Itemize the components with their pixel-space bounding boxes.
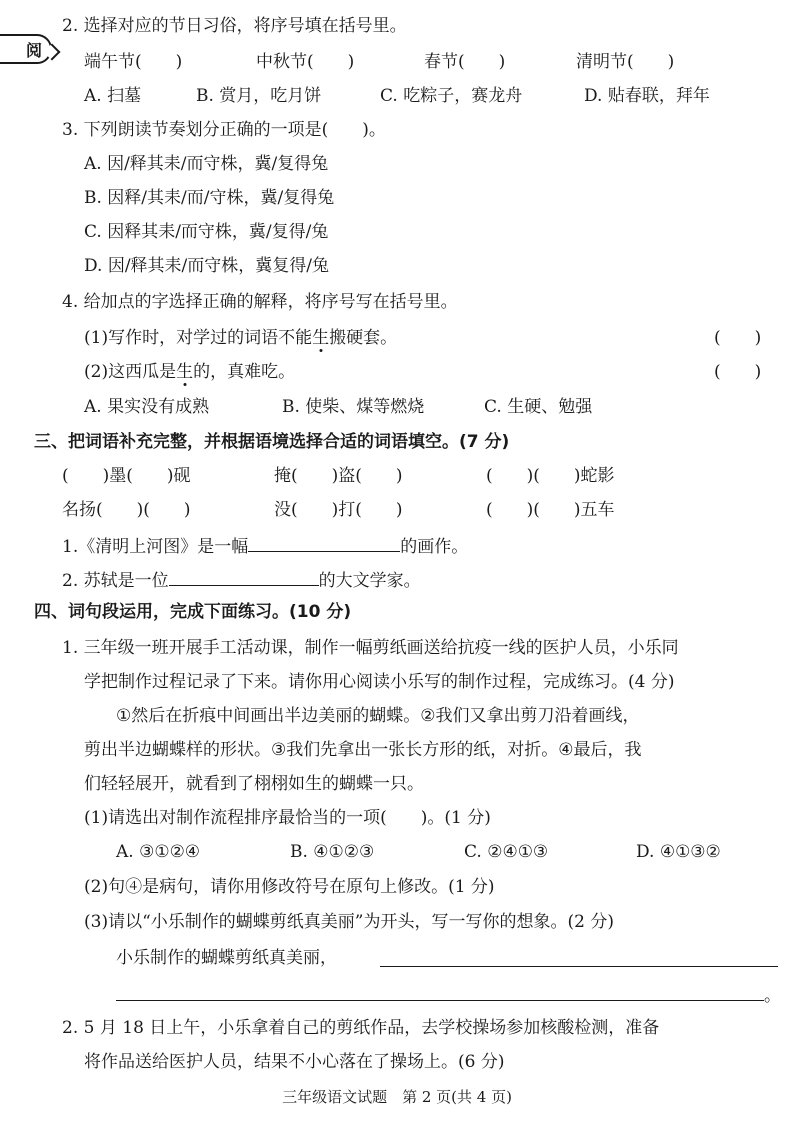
answer-line-1[interactable] xyxy=(380,966,778,967)
sub1-option-b: B. ④①②③ xyxy=(290,842,375,862)
idiom-2[interactable]: 掩( )盗( ) xyxy=(274,466,403,486)
idiom-6[interactable]: ( )( )五车 xyxy=(486,500,615,520)
sub-question-3: (3)请以“小乐制作的蝴蝶剪纸真美丽”为开头，写一写你的想象。(2 分) xyxy=(84,912,614,932)
festival-1: 端午节( ) xyxy=(84,52,183,72)
idiom-5[interactable]: 没( )打( ) xyxy=(274,500,403,520)
answer-line-2[interactable] xyxy=(116,1000,764,1001)
story-line-3: 们轻轻展开，就看到了栩栩如生的蝴蝶一只。 xyxy=(84,774,424,794)
page-footer: 三年级语文试题 第 2 页(共 4 页) xyxy=(282,1088,512,1106)
sub1-option-c: C. ②④①③ xyxy=(464,842,549,862)
sub1-option-a: A. ③①②④ xyxy=(116,842,201,862)
idiom-1[interactable]: ( )墨( )砚 xyxy=(62,466,191,486)
sec4-q1-line2: 学把制作过程记录了下来。请你用心阅读小乐写的制作过程，完成练习。(4 分) xyxy=(84,672,675,692)
sec3-fill-2 xyxy=(62,567,421,593)
story-line-1: ①然后在折痕中间画出半边美丽的蝴蝶。②我们又拿出剪刀沿着画线， xyxy=(116,706,640,726)
section-4-title: 四、词句段运用，完成下面练习。(10 分) xyxy=(34,602,352,622)
sec4-q2-line2: 将作品送给医护人员，结果不小心落在了操场上。(6 分) xyxy=(84,1052,505,1072)
sec3-fill-2-blank[interactable] xyxy=(169,567,319,586)
q4-sentence-1 xyxy=(84,326,397,350)
sec3-fill-2-post: 的大文学家。 xyxy=(318,571,421,591)
section-3-title: 三、把词语补充完整，并根据语境选择合适的词语填空。(7 分) xyxy=(34,432,510,452)
sub3-start-text: 小乐制作的蝴蝶剪纸真美丽， xyxy=(116,948,337,968)
q4-title: 4. 给加点的字选择正确的解释，将序号写在括号里。 xyxy=(62,292,458,312)
q2-option-a: A. 扫墓 xyxy=(84,86,142,106)
idiom-3[interactable]: ( )( )蛇影 xyxy=(486,466,615,486)
sec3-fill-1-pre: 1.《清明上河图》是一幅 xyxy=(62,537,249,557)
q4-sentence-2 xyxy=(84,360,295,384)
sub-question-1: (1)请选出对制作流程排序最恰当的一项( )。(1 分) xyxy=(84,808,491,828)
q3-option-c: C. 因释其耒/而守株，冀/复得/兔 xyxy=(84,222,329,242)
q3-option-b: B. 因释/其耒/而/守株，冀/复得兔 xyxy=(84,188,335,208)
idiom-4[interactable]: 名扬( )( ) xyxy=(62,500,191,520)
q3-title: 3. 下列朗读节奏划分正确的一项是( )。 xyxy=(62,120,386,140)
q4-option-a: A. 果实没有成熟 xyxy=(84,397,210,417)
q3-option-a: A. 因/释其耒/而守株，冀/复得兔 xyxy=(84,154,329,174)
q4-s1-post: 搬硬套。 xyxy=(329,328,398,348)
q4-s2-pre: (2)这西瓜是 xyxy=(84,362,177,382)
q4-answer-2[interactable]: ( ) xyxy=(714,362,762,382)
sec3-fill-2-pre: 2. 苏轼是一位 xyxy=(62,571,169,591)
festival-3: 春节( ) xyxy=(424,52,506,72)
q4-s2-post: 的，真难吃。 xyxy=(193,362,296,382)
sec3-fill-1 xyxy=(62,533,468,559)
q4-answer-1[interactable]: ( ) xyxy=(714,328,762,348)
q2-option-b: B. 赏月，吃月饼 xyxy=(196,86,322,106)
sub-question-2: (2)句④是病句，请你用修改符号在原句上修改。(1 分) xyxy=(84,877,495,897)
festival-4: 清明节( ) xyxy=(576,52,675,72)
q4-s1-pre: (1)写作时，对学过的词语不能 xyxy=(84,328,313,348)
section-badge: 阅 xyxy=(0,34,52,64)
sec3-fill-1-post: 的画作。 xyxy=(400,537,469,557)
sec4-q2-line1: 2. 5 月 18 日上午，小乐拿着自己的剪纸作品，去学校操场参加核酸检测，准备 xyxy=(62,1018,660,1038)
story-line-2: 剪出半边蝴蝶样的形状。③我们先拿出一张长方形的纸，对折。④最后，我 xyxy=(84,740,642,760)
q2-title: 2. 选择对应的节日习俗，将序号填在括号里。 xyxy=(62,16,407,36)
q2-option-d: D. 贴春联，拜年 xyxy=(584,86,710,106)
sec3-fill-1-blank[interactable] xyxy=(248,533,400,552)
sub3-end-mark: 。 xyxy=(764,986,781,1006)
sec4-q1-line1: 1. 三年级一班开展手工活动课，制作一幅剪纸画送给抗疫一线的医护人员，小乐同 xyxy=(62,638,679,658)
festival-2: 中秋节( ) xyxy=(256,52,355,72)
q4-s1-dotted-char: 生 xyxy=(312,328,330,348)
q2-option-c: C. 吃粽子，赛龙舟 xyxy=(380,86,523,106)
q4-option-c: C. 生硬、勉强 xyxy=(484,397,593,417)
q3-option-d: D. 因/释其耒/而守株，冀复得/兔 xyxy=(84,256,330,276)
q4-option-b: B. 使柴、煤等燃烧 xyxy=(282,397,425,417)
q4-s2-dotted-char: 生 xyxy=(176,362,194,382)
sub1-option-d: D. ④①③② xyxy=(636,842,721,862)
